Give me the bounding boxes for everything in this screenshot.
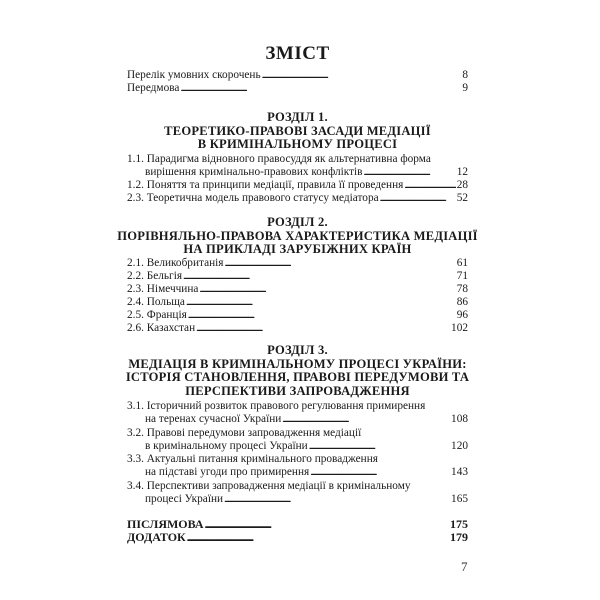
entry-page: 9 xyxy=(462,82,468,94)
section-1-title-line-1: ТЕОРЕТИКО-ПРАВОВІ ЗАСАДИ МЕДІАЦІЇ xyxy=(164,123,431,138)
toc-title: ЗМІСТ xyxy=(265,43,330,64)
entry-page: 120 xyxy=(451,440,468,452)
section-3-number: РОЗДІЛ 3. xyxy=(267,343,328,357)
leader-dots xyxy=(196,322,450,335)
toc-entry-2-6[interactable] xyxy=(127,322,468,335)
toc-entry-2-5[interactable] xyxy=(127,309,468,322)
toc-entry-3-4[interactable] xyxy=(127,493,468,506)
entry-page: 86 xyxy=(456,296,468,308)
toc-entry-3-3-line1[interactable]: 3.3. Актуальні питання кримінального провадження xyxy=(127,453,378,465)
entry-label: Передмова xyxy=(127,82,180,94)
leader-dots xyxy=(186,296,456,309)
toc-entry-abbreviations[interactable] xyxy=(127,69,468,82)
toc-entry-2-4[interactable] xyxy=(127,296,468,309)
leader-dots xyxy=(262,69,462,82)
leader-dots xyxy=(282,413,450,426)
leader-dots xyxy=(224,257,455,270)
leader-dots xyxy=(183,270,456,283)
entry-label: 2.3. Німеччина xyxy=(127,283,199,295)
leader-dots xyxy=(188,309,456,322)
entry-page: 108 xyxy=(451,413,468,425)
toc-entry-3-1-line1[interactable]: 3.1. Історичний розвиток правового регулювання примирення xyxy=(127,400,426,412)
leader-dots xyxy=(224,493,450,506)
section-2-heading xyxy=(117,216,478,257)
entry-page: 78 xyxy=(456,283,468,295)
entry-label: процесі України xyxy=(145,493,224,505)
entry-label: на теренах сучасної України xyxy=(145,413,282,425)
entry-label: 2.3. Теоретична модель правового статусу медіатора xyxy=(127,192,379,204)
leader-dots xyxy=(180,82,461,95)
entry-label: 2.1. Великобританія xyxy=(127,257,224,269)
entry-page: 8 xyxy=(462,69,468,81)
toc-entry-1-1-line1[interactable]: 1.1. Парадигма відновного правосуддя як альтернативна форма xyxy=(127,153,431,165)
entry-page: 61 xyxy=(456,257,468,269)
toc-entry-1-2[interactable] xyxy=(127,179,468,192)
entry-page: 143 xyxy=(451,466,468,478)
toc-entry-2-3[interactable] xyxy=(127,283,468,296)
section-1-title-line-2: В КРИМІНАЛЬНОМУ ПРОЦЕСІ xyxy=(197,137,398,151)
entry-label: 2.2. Бельгія xyxy=(127,270,183,282)
entry-page: 71 xyxy=(456,270,468,282)
entry-label: вирішення кримінально-правових конфліктів xyxy=(145,166,363,178)
leader-dots xyxy=(309,440,450,453)
section-2-number: РОЗДІЛ 2. xyxy=(267,215,328,229)
toc-entry-2-2[interactable] xyxy=(127,270,468,283)
section-1-number: РОЗДІЛ 1. xyxy=(267,110,328,124)
leader-dots xyxy=(380,192,456,205)
toc-entry-3-2-line1[interactable]: 3.2. Правові передумови запровадження медіації xyxy=(127,427,362,439)
entry-label: 1.2. Поняття та принципи медіації, правила її проведення xyxy=(127,179,404,191)
entry-page: 12 xyxy=(456,166,468,178)
section-1-heading xyxy=(117,111,478,152)
toc-entry-3-1[interactable] xyxy=(127,413,468,426)
toc-entry-1-1[interactable] xyxy=(127,166,468,179)
section-3-title-line-1: МЕДІАЦІЯ В КРИМІНАЛЬНОМУ ПРОЦЕСІ УКРАЇНИ: xyxy=(128,356,467,371)
leader-dots xyxy=(187,531,449,545)
section-3-title-line-2: ІСТОРІЯ СТАНОВЛЕННЯ, ПРАВОВІ ПЕРЕДУМОВИ ТА xyxy=(125,370,470,384)
entry-label: Перелік умовних скорочень xyxy=(127,69,261,81)
leader-dots xyxy=(205,518,449,532)
leader-dots xyxy=(404,179,455,192)
leader-dots xyxy=(364,166,456,179)
entry-page: 96 xyxy=(456,309,468,321)
section-2-title-line-2: НА ПРИКЛАДІ ЗАРУБІЖНИХ КРАЇН xyxy=(183,242,412,256)
entry-page: 28 xyxy=(456,179,468,191)
toc-entry-2-1[interactable] xyxy=(127,257,468,270)
entry-label: 2.5. Франція xyxy=(127,309,187,321)
entry-page: 179 xyxy=(450,530,468,544)
leader-dots xyxy=(199,283,455,296)
section-2-title-line-1: ПОРІВНЯЛЬНО-ПРАВОВА ХАРАКТЕРИСТИКА МЕДІАЦІЇ xyxy=(117,228,478,243)
toc-entry-3-2[interactable] xyxy=(127,440,468,453)
leader-dots xyxy=(310,466,450,479)
section-3-title-line-3: ПЕРСПЕКТИВИ ЗАПРОВАДЖЕННЯ xyxy=(185,383,410,398)
entry-page: 165 xyxy=(451,493,468,505)
entry-label: ДОДАТОК xyxy=(127,530,186,544)
entry-page: 52 xyxy=(456,192,468,204)
entry-label: в кримінальному процесі України xyxy=(145,440,308,452)
toc-page xyxy=(117,0,478,600)
entry-page: 102 xyxy=(451,322,468,334)
toc-entry-appendix[interactable] xyxy=(127,531,468,545)
entry-label: 2.4. Польща xyxy=(127,296,185,308)
entry-label: на підставі угоди про примирення xyxy=(145,466,310,478)
entry-label: 2.6. Казахстан xyxy=(127,322,196,334)
toc-entry-preface[interactable] xyxy=(127,82,468,95)
toc-entry-1-3[interactable] xyxy=(127,192,468,205)
toc-entry-3-4-line1[interactable]: 3.4. Перспективи запровадження медіації в кримінальному xyxy=(127,480,411,492)
page-number: 7 xyxy=(461,559,468,574)
entry-label: ПІСЛЯМОВА xyxy=(127,517,204,531)
entry-page: 175 xyxy=(450,517,468,531)
section-3-heading xyxy=(117,344,478,398)
toc-entry-3-3[interactable] xyxy=(127,466,468,479)
